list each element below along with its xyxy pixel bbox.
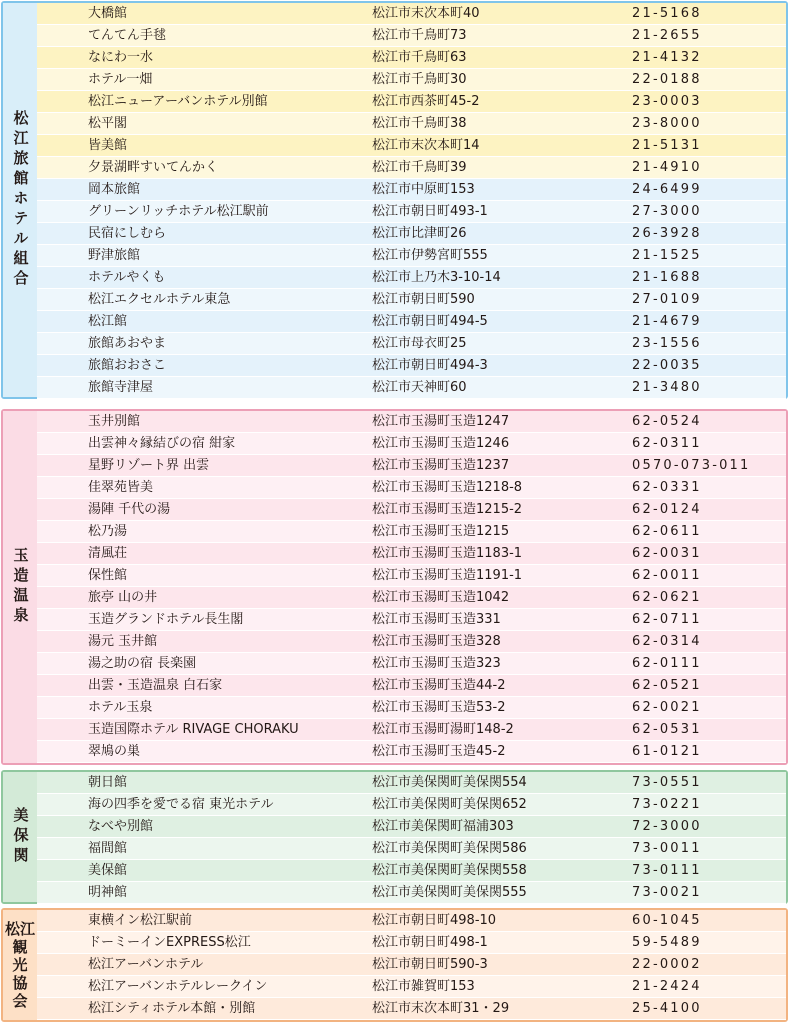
section-tamatsukuri-onsen xyxy=(1,409,788,765)
facility-name: 旅館寺津屋 xyxy=(88,380,154,395)
facility-address: 松江市比津町26 xyxy=(372,226,467,241)
facility-address: 松江市玉湯町玉造1215-2 xyxy=(372,502,523,517)
table-row xyxy=(37,794,786,816)
facility-name: 松江ニューアーバンホテル別館 xyxy=(88,94,268,109)
facility-name: 湯陣 千代の湯 xyxy=(88,502,171,517)
section-matsue-ryokan-hotel-association xyxy=(1,1,788,399)
facility-name: 美保館 xyxy=(88,863,128,878)
table-row xyxy=(37,772,786,794)
facility-phone: 26-3928 xyxy=(632,226,702,241)
facility-address: 松江市玉湯町玉造1218-8 xyxy=(372,480,523,495)
facility-phone: 21-5168 xyxy=(632,6,702,21)
table-row xyxy=(37,998,786,1020)
table-row xyxy=(37,25,786,47)
facility-name: 岡本旅館 xyxy=(88,182,141,197)
table-row xyxy=(37,860,786,882)
table-row xyxy=(37,543,786,565)
facility-phone: 62-0124 xyxy=(632,502,702,517)
facility-phone: 21-4910 xyxy=(632,160,702,175)
facility-address: 松江市朝日町590 xyxy=(372,292,475,307)
facility-name: 玉造国際ホテル RIVAGE CHORAKU xyxy=(88,722,299,737)
facility-phone: 73-0551 xyxy=(632,775,702,790)
facility-address: 松江市玉湯町玉造1237 xyxy=(372,458,510,473)
facility-address: 松江市雑賀町153 xyxy=(372,979,475,994)
table-row xyxy=(37,311,786,333)
facility-name: 湯之助の宿 長楽園 xyxy=(88,656,197,671)
facility-phone: 62-0314 xyxy=(632,634,702,649)
facility-phone: 62-0031 xyxy=(632,546,702,561)
facility-name: 玉井別館 xyxy=(88,414,141,429)
facility-address: 松江市玉湯町湯町148-2 xyxy=(372,722,514,737)
facility-address: 松江市玉湯町玉造1215 xyxy=(372,524,510,539)
facility-address: 松江市玉湯町玉造1042 xyxy=(372,590,510,605)
table-row xyxy=(37,377,786,399)
facility-phone: 62-0331 xyxy=(632,480,702,495)
table-row xyxy=(37,719,786,741)
facility-phone: 25-4100 xyxy=(632,1001,702,1016)
facility-phone: 27-0109 xyxy=(632,292,702,307)
table-row xyxy=(37,675,786,697)
facility-address: 松江市千鳥町39 xyxy=(372,160,467,175)
facility-phone: 73-0221 xyxy=(632,797,702,812)
table-row xyxy=(37,954,786,976)
facility-address: 松江市美保関町美保関586 xyxy=(372,841,527,856)
section-label-line: 松江 xyxy=(4,920,35,938)
table-row xyxy=(37,455,786,477)
facility-address: 松江市玉湯町玉造45-2 xyxy=(372,744,506,759)
listing-table xyxy=(37,910,786,1020)
table-row xyxy=(37,135,786,157)
section-label: 松江旅館ホテル組合 xyxy=(3,3,37,397)
section-label-line: 会 xyxy=(12,992,28,1010)
table-row xyxy=(37,741,786,763)
table-row xyxy=(37,976,786,998)
table-row xyxy=(37,521,786,543)
facility-address: 松江市美保関町美保関558 xyxy=(372,863,527,878)
other-rows xyxy=(37,179,786,399)
table-row xyxy=(37,477,786,499)
facility-phone: 60-1045 xyxy=(632,913,702,928)
facility-address: 松江市天神町60 xyxy=(372,380,467,395)
table-row xyxy=(37,653,786,675)
facility-address: 松江市玉湯町玉造1246 xyxy=(372,436,510,451)
facility-phone: 21-2424 xyxy=(632,979,702,994)
facility-address: 松江市千鳥町63 xyxy=(372,50,467,65)
section-label xyxy=(3,910,37,1020)
facility-phone: 61-0121 xyxy=(632,744,702,759)
facility-name: 東横イン松江駅前 xyxy=(88,913,193,928)
table-row xyxy=(37,69,786,91)
facility-address: 松江市朝日町494-5 xyxy=(372,314,488,329)
facility-phone: 62-0011 xyxy=(632,568,702,583)
facility-address: 松江市朝日町498-10 xyxy=(372,913,497,928)
facility-address: 松江市玉湯町玉造1247 xyxy=(372,414,510,429)
table-row xyxy=(37,355,786,377)
facility-name: ドーミーインEXPRESS松江 xyxy=(88,935,251,950)
facility-name: 翠鳩の巣 xyxy=(88,744,141,759)
facility-name: 海の四季を愛でる宿 東光ホテル xyxy=(88,797,274,812)
facility-name: 星野リゾート界 出雲 xyxy=(88,458,210,473)
table-row xyxy=(37,267,786,289)
facility-name: なべや別館 xyxy=(88,819,154,834)
section-label-line: 光 xyxy=(12,956,28,974)
facility-name: 松江アーバンホテル xyxy=(88,957,204,972)
facility-phone: 0570-073-011 xyxy=(632,458,751,473)
facility-name: 松平閣 xyxy=(88,116,128,131)
facility-name: 明神館 xyxy=(88,885,128,900)
table-row xyxy=(37,91,786,113)
table-row xyxy=(37,565,786,587)
facility-phone: 62-0524 xyxy=(632,414,702,429)
facility-name: 皆美館 xyxy=(88,138,128,153)
table-row xyxy=(37,697,786,719)
facility-address: 松江市伊勢宮町555 xyxy=(372,248,488,263)
facility-phone: 22-0035 xyxy=(632,358,702,373)
section-label-line: 協 xyxy=(12,974,28,992)
listing-table xyxy=(37,772,786,902)
table-row xyxy=(37,433,786,455)
facility-address: 松江市千鳥町73 xyxy=(372,28,467,43)
facility-name: 大橋館 xyxy=(88,6,128,21)
facility-phone: 62-0021 xyxy=(632,700,702,715)
facility-address: 松江市玉湯町玉造323 xyxy=(372,656,501,671)
table-row xyxy=(37,113,786,135)
facility-phone: 21-1525 xyxy=(632,248,702,263)
facility-name: 保性館 xyxy=(88,568,128,583)
facility-phone: 23-0003 xyxy=(632,94,702,109)
facility-name: 野津旅館 xyxy=(88,248,141,263)
facility-address: 松江市末次本町40 xyxy=(372,6,480,21)
table-row xyxy=(37,587,786,609)
facility-name: 福間館 xyxy=(88,841,128,856)
table-row xyxy=(37,882,786,904)
facility-phone: 62-0621 xyxy=(632,590,702,605)
section-mihonoseki xyxy=(1,770,788,904)
facility-address: 松江市母衣町25 xyxy=(372,336,467,351)
facility-address: 松江市玉湯町玉造328 xyxy=(372,634,501,649)
facility-phone: 23-1556 xyxy=(632,336,702,351)
facility-phone: 62-0521 xyxy=(632,678,702,693)
facility-phone: 21-3480 xyxy=(632,380,702,395)
shinjiko-rows xyxy=(37,3,786,179)
facility-phone: 21-5131 xyxy=(632,138,702,153)
facility-name: 旅館おおさこ xyxy=(88,358,167,373)
table-row xyxy=(37,609,786,631)
facility-name: 松江エクセルホテル東急 xyxy=(88,292,231,307)
facility-address: 松江市玉湯町玉造1183-1 xyxy=(372,546,523,561)
facility-phone: 62-0711 xyxy=(632,612,702,627)
facility-address: 松江市美保関町美保関554 xyxy=(372,775,527,790)
table-row xyxy=(37,245,786,267)
listing-table xyxy=(37,411,786,763)
table-row xyxy=(37,838,786,860)
facility-address: 松江市美保関町美保関652 xyxy=(372,797,527,812)
facility-name: 出雲・玉造温泉 白石家 xyxy=(88,678,223,693)
facility-name: 松江アーバンホテルレークイン xyxy=(88,979,268,994)
facility-phone: 22-0002 xyxy=(632,957,702,972)
facility-address: 松江市美保関町美保関555 xyxy=(372,885,527,900)
facility-address: 松江市中原町153 xyxy=(372,182,475,197)
facility-name: グリーンリッチホテル松江駅前 xyxy=(88,204,269,219)
facility-name: 出雲神々縁結びの宿 紺家 xyxy=(88,436,236,451)
facility-address: 松江市末次本町31・29 xyxy=(372,1001,510,1016)
facility-address: 松江市千鳥町38 xyxy=(372,116,467,131)
table-row xyxy=(37,631,786,653)
facility-phone: 73-0021 xyxy=(632,885,702,900)
table-row xyxy=(37,816,786,838)
facility-name: てんてん手毬 xyxy=(88,28,167,43)
facility-phone: 23-8000 xyxy=(632,116,702,131)
facility-address: 松江市西茶町45-2 xyxy=(372,94,480,109)
facility-address: 松江市千鳥町30 xyxy=(372,72,467,87)
facility-name: 朝日館 xyxy=(88,775,128,790)
facility-name: 松江シティホテル本館・別館 xyxy=(88,1001,256,1016)
facility-phone: 62-0311 xyxy=(632,436,702,451)
facility-name: 松江館 xyxy=(88,314,128,329)
facility-phone: 73-0111 xyxy=(632,863,702,878)
listing-table xyxy=(37,3,786,397)
facility-phone: 27-3000 xyxy=(632,204,702,219)
facility-name: 旅館あおやま xyxy=(88,336,167,351)
facility-name: 民宿にしむら xyxy=(88,226,167,241)
facility-phone: 24-6499 xyxy=(632,182,702,197)
facility-name: ホテルやくも xyxy=(88,270,166,285)
section-label-line: 観 xyxy=(12,938,28,956)
facility-phone: 73-0011 xyxy=(632,841,702,856)
table-row xyxy=(37,179,786,201)
facility-phone: 22-0188 xyxy=(632,72,702,87)
facility-phone: 21-4679 xyxy=(632,314,702,329)
facility-address: 松江市上乃木3-10-14 xyxy=(372,270,501,285)
facility-phone: 62-0611 xyxy=(632,524,702,539)
facility-address: 松江市朝日町493-1 xyxy=(372,204,488,219)
table-row xyxy=(37,157,786,179)
facility-address: 松江市玉湯町玉造331 xyxy=(372,612,501,627)
facility-address: 松江市玉湯町玉造1191-1 xyxy=(372,568,523,583)
facility-name: ホテル玉泉 xyxy=(88,700,153,715)
table-row xyxy=(37,223,786,245)
facility-name: 清風荘 xyxy=(88,546,128,561)
facility-phone: 21-1688 xyxy=(632,270,702,285)
facility-name: なにわ一水 xyxy=(88,50,154,65)
facility-name: 湯元 玉井館 xyxy=(88,634,158,649)
facility-phone: 62-0531 xyxy=(632,722,702,737)
facility-address: 松江市朝日町590-3 xyxy=(372,957,488,972)
facility-phone: 21-4132 xyxy=(632,50,702,65)
table-row xyxy=(37,289,786,311)
facility-name: 夕景湖畔すいてんかく xyxy=(88,160,219,175)
facility-phone: 72-3000 xyxy=(632,819,702,834)
facility-name: 旅亭 山の井 xyxy=(88,590,158,605)
facility-address: 松江市玉湯町玉造44-2 xyxy=(372,678,506,693)
table-row xyxy=(37,499,786,521)
table-row xyxy=(37,333,786,355)
facility-name: 松乃湯 xyxy=(88,524,128,539)
section-label: 美保関 xyxy=(3,772,37,902)
section-matsue-tourism-association xyxy=(1,908,788,1022)
facility-name: ホテル一畑 xyxy=(88,72,153,87)
facility-phone: 62-0111 xyxy=(632,656,702,671)
table-row xyxy=(37,910,786,932)
facility-name: 佳翠苑皆美 xyxy=(88,480,154,495)
table-row xyxy=(37,47,786,69)
table-row xyxy=(37,411,786,433)
facility-address: 松江市朝日町498-1 xyxy=(372,935,488,950)
table-row xyxy=(37,932,786,954)
facility-name: 玉造グランドホテル長生閣 xyxy=(88,612,244,627)
table-row xyxy=(37,3,786,25)
facility-address: 松江市玉湯町玉造53-2 xyxy=(372,700,506,715)
facility-address: 松江市末次本町14 xyxy=(372,138,480,153)
section-label: 玉造温泉 xyxy=(3,411,37,763)
table-row xyxy=(37,201,786,223)
facility-phone: 59-5489 xyxy=(632,935,702,950)
facility-address: 松江市美保関町福浦303 xyxy=(372,819,514,834)
facility-address: 松江市朝日町494-3 xyxy=(372,358,488,373)
facility-phone: 21-2655 xyxy=(632,28,702,43)
